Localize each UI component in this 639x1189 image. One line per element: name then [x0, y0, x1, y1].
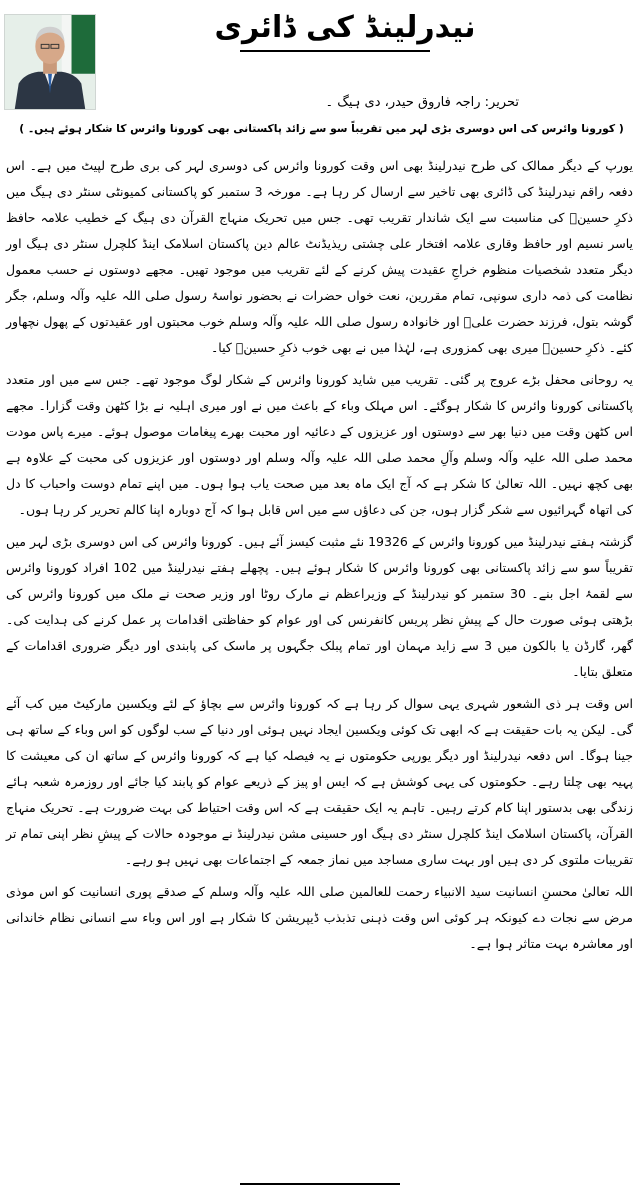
end-divider — [240, 1183, 400, 1185]
author-photo — [4, 14, 96, 110]
paragraph: اس وقت ہر ذی الشعور شہری یہی سوال کر رہا ہے کہ کورونا وائرس سے بچاؤ کے لئے ویکسین مارکیٹ میں کب آئے گی۔ لیکن یہ بات حقیقت ہے کہ ابھی تک کوئی ویکسین ایجاد نہیں ہوئی اور دنیا کے سب لوگوں کو اس وباء کے ساتھ ہی جینا ہوگا۔ اس دفعہ نیدرلینڈ اور دیگر یورپی حکومتوں نے یہ فیصلہ کیا ہے کہ کورونا وائرس کے ساتھ ان کی معیشت کا پہیہ بھی چلتا رہے۔ حکومتوں کی یہی کوشش ہے کہ ایس او پیز کے ذریعے عوام کو پابند کیا جائے اور روزمرہ شعبہ ہائے زندگی بھی بدستور اپنا کام کرتے رہیں۔ تاہم یہ ایک حقیقت ہے کہ اس وقت احتیاط کی بہت ضرورت ہے۔ تحریک منہاج القرآن، پاکستان اسلامک اینڈ کلچرل سنٹر دی ہیگ اور حسینی مشن نیدرلینڈ نے موجودہ حالات کے پیشِ نظر اپنی تمام تر تقریبات ملتوی کر دی ہیں اور بہت ساری مساجد میں نماز جمعہ کے اجتماعات بھی نہیں ہو رہے۔ — [6, 696, 633, 867]
byline: تحریر: راجہ فاروق حیدر، دی ہیگ ۔ — [325, 95, 519, 110]
paragraph: یورپ کے دیگر ممالک کی طرح نیدرلینڈ بھی اس وقت کورونا وائرس کی دوسری لہر کی بری طرح لپیٹ میں ہے۔ اس دفعہ راقم نیدرلینڈ کی ڈائری بھی تاخیر سے ارسال کر رہا ہے۔ مورخہ 3 ستمبر کو پاکستانی کمیونٹی سنٹر دی ہیگ میں ذکرِ حسینؑ کی مناسبت سے ایک شاندار تقریب تھی۔ جس میں تحریک منہاج القرآن دی ہیگ کے خطیب علامہ حافظ یاسر نسیم اور حافظ وقاری علامہ افتخار علی چشتی ریذیڈنٹ عالم دین پاکستان اسلامک اینڈ کلچرل سنٹر دی ہیگ اور دیگر متعدد شخصیات منظوم خراجِ عقیدت پیش کرنے کے لئے تقریب میں موجود تھیں۔ مجھے دوستوں نے حسب معمول نظامت کی ذمہ داری سونپی، تمام مقررین، نعت خواں حضرات نے بحضور نواسۂ رسول صلی اللہ علیہ وآلہ وسلم، جگر گوشہ بتول، فرزند حضرت علیؑ اور خانوادہ رسول صلی اللہ علیہ وآلہ وسلم خوب محبتوں اور عقیدتوں کے پھول نچھاور کئے۔ ذکرِ حسینؑ میری بھی کمزوری ہے، لہٰذا میں نے بھی خوب ذکرِ حسینؑ کیا۔ — [6, 158, 633, 355]
article-title: نیدرلینڈ کی ڈائری — [214, 10, 476, 45]
paragraph: اللہ تعالیٰ محسنِ انسانیت سید الانبیاء رحمت للعالمین صلی اللہ علیہ وآلہ وسلم کے صدقے پوری انسانیت کو اس موذی مرض سے نجات دے کیونکہ ہر کوئی اس وقت ذہنی تذبذب ڈیپریشن کا شکار ہے اور اس وباء سے انسانی نظام خاندانی اور معاشرہ بہت متاثر ہوا ہے۔ — [6, 884, 633, 951]
paragraph: یہ روحانی محفل بڑے عروج پر گئی۔ تقریب میں شاید کورونا وائرس کے شکار لوگ موجود تھے۔ جس سے میں اور متعدد پاکستانی کورونا وائرس کا شکار ہوگئے۔ اس مہلک وباء کے باعث میں نے اور میری اہلیہ نے بڑا کٹھن وقت گزارا۔ مجھے اس کٹھن وقت میں دنیا بھر سے دوستوں اور عزیزوں کے دعائیہ اور محبت بھرے پیغامات موصول ہوئے۔ میرے پاس مودت محمد صلی اللہ علیہ وآلہ وسلم وآلِ محمد صلی اللہ علیہ وآلہ وسلم اور دوستوں اور عزیزوں کی محبت کے علاوہ ہے بھی کچھ نہیں۔ اللہ تعالیٰ کا شکر ہے کہ آج ایک ماہ بعد میں صحت یاب ہوا ہوں۔ میں اپنے تمام دوست واحباب کا دل کی اتھاہ گہرائیوں سے شکر گزار ہوں، جن کی دعاؤں سے میں اس قابل ہوا کہ آج دوبارہ اپنا کالم تحریر کر رہا ہوں۔ — [6, 372, 633, 517]
article-body — [6, 153, 633, 963]
title-underline — [240, 50, 430, 52]
paragraph: گزشتہ ہفتے نیدرلینڈ میں کورونا وائرس کے 19326 نئے مثبت کیسز آئے ہیں۔ کورونا وائرس کی اس دوسری بڑی لہر میں تقریباً سو سے زائد پاکستانی بھی کورونا وائرس کا شکار ہوئے ہیں۔ پچھلے ہفتے نیدرلینڈ میں 102 افراد کورونا وائرس سے لقمۂ اجل بنے۔ 30 ستمبر کو نیدرلینڈ کے وزیراعظم نے مارک روٹا اور وزیر صحت نے ملک میں کورونا وائرس کی بڑھتی ہوئی صورت حال کے پیشِ نظر پریس کانفرنس کی اور عوام کو حفاظتی اقدامات پر عمل کرنے کی ہدایت کی۔ گھر، گارڈن یا بالکون میں 3 سے زاید مہمان اور تمام پبلک جگہوں پر ماسک کی پابندی اور دیگر ضروری اقدامات کے متعلق بتایا۔ — [6, 534, 633, 679]
lead-summary: ( کورونا وائرس کی اس دوسری بڑی لہر میں تقریباً سو سے زائد پاکستانی بھی کورونا وائرس کا شکار ہوئے ہیں۔ ) — [19, 122, 624, 135]
